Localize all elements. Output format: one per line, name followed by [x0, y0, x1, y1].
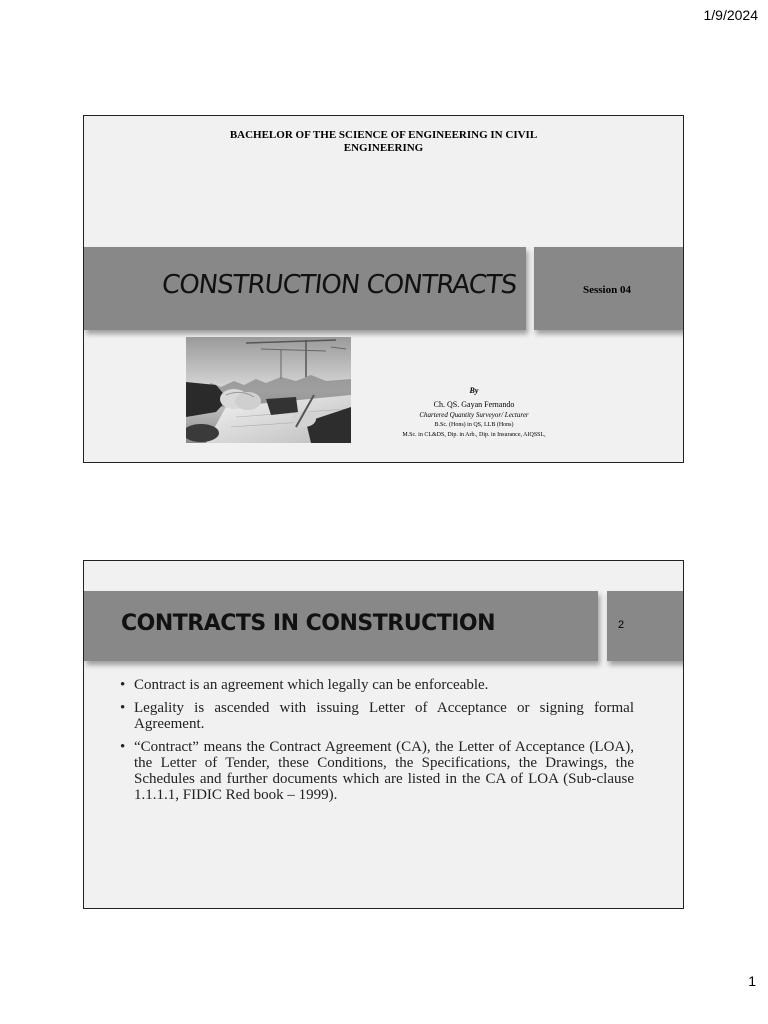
author-block	[374, 386, 574, 440]
slide-1	[83, 115, 684, 463]
author-role: Chartered Quantity Surveyor/ Lecturer	[419, 411, 529, 419]
program-title: BACHELOR OF THE SCIENCE OF ENGINEERING IN CIVIL ENGINEERING	[229, 129, 538, 154]
title-band	[84, 247, 526, 330]
slide-number: 2	[618, 619, 625, 631]
page-date: 1/9/2024	[703, 7, 758, 23]
slide-2	[83, 560, 684, 909]
author-by: By	[469, 386, 479, 395]
slide-number-band	[607, 591, 684, 661]
slide-title-band	[84, 591, 598, 661]
author-degree-1: B.Sc. (Hons) in QS, LLB (Hons)	[434, 422, 514, 428]
author-name: Ch. QS. Gayan Fernando	[433, 400, 515, 409]
bullet-item: • Legality is ascended with issuing Letter of Acceptance or signing formal Agreement.	[120, 700, 634, 732]
session-label: Session 04	[583, 284, 631, 296]
slide-title: CONTRACTS IN CONSTRUCTION	[121, 611, 496, 636]
page-number: 1	[748, 973, 756, 989]
author-degree-2: M.Sc. in CL&DS, Dip. in Arb., Dip. in Insurance, AIQSSL,	[402, 432, 546, 438]
bullet-item: • Contract is an agreement which legally can be enforceable.	[120, 677, 634, 693]
main-title: CONSTRUCTION CONTRACTS	[160, 270, 518, 300]
handshake-photo	[186, 337, 351, 443]
bullet-list	[120, 677, 634, 810]
session-band	[534, 247, 684, 330]
bullet-item: • “Contract” means the Contract Agreement (CA), the Letter of Acceptance (LOA), the Letter of Tender, these Conditions, the Specifications, the Drawings, the Schedules and further documents which are listed in the CA of LOA (Sub-clause 1.1.1.1, FIDIC Red book – 1999).	[120, 739, 634, 803]
